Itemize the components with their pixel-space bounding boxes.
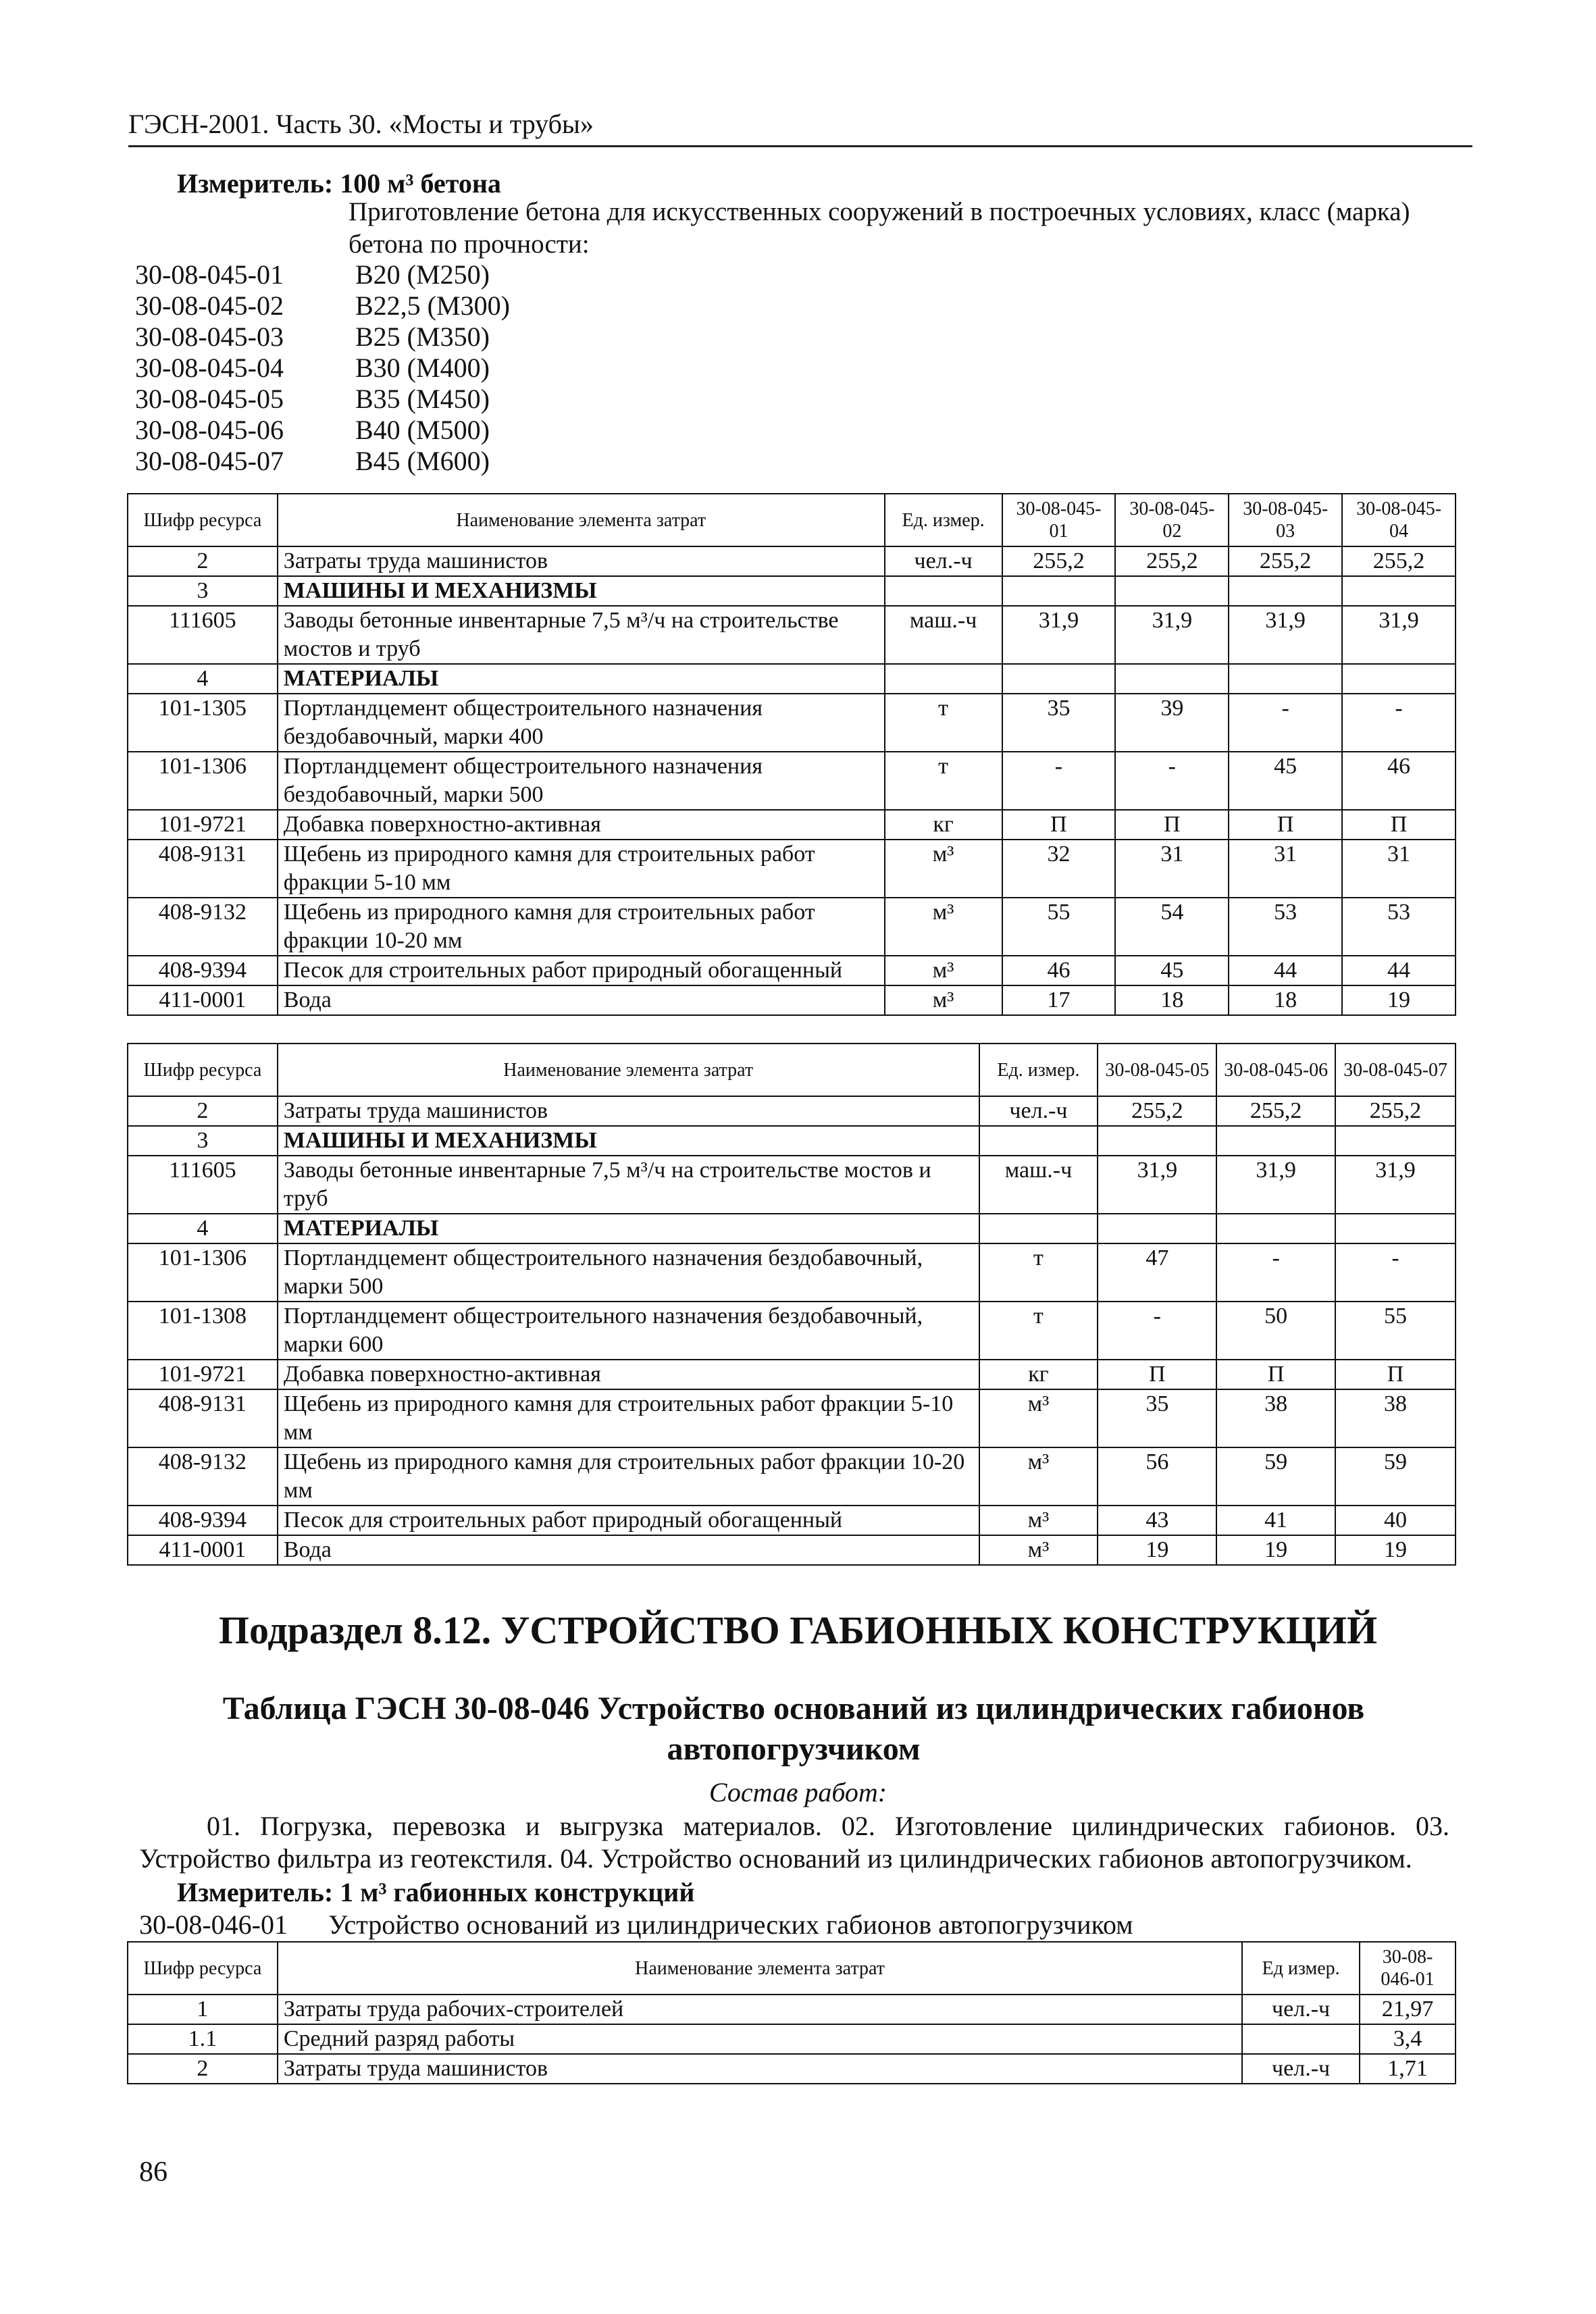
section-title: Подраздел 8.12. УСТРОЙСТВО ГАБИОННЫХ КОНСТРУКЦИЙ — [218, 1608, 1378, 1652]
norm-value: 50 — [1216, 1302, 1335, 1360]
norm-value: 255,2 — [1002, 546, 1116, 576]
norm-value: 59 — [1216, 1447, 1335, 1506]
norm-value: 19 — [1216, 1535, 1335, 1565]
header-unit: Ед. измер. — [979, 1044, 1098, 1096]
resource-code: 411-0001 — [128, 1535, 278, 1565]
norm-value: 44 — [1342, 956, 1456, 985]
norm-value: 31 — [1342, 840, 1456, 898]
table-row — [128, 576, 1456, 606]
norm-value — [1216, 1214, 1335, 1243]
cost-element-name: Песок для строительных работ природный обогащенный — [278, 956, 885, 985]
norm-value: 18 — [1115, 985, 1229, 1015]
header-cost-element: Наименование элемента затрат — [278, 494, 885, 546]
norm-value: 21,97 — [1360, 1995, 1456, 2024]
cost-table-1 — [127, 493, 1456, 1016]
grade-code: 30-08-045-01 — [135, 259, 284, 290]
intro-text: Приготовление бетона для искусственных сооружений в построечных условиях, класс (марка) бетона по прочности: — [349, 197, 1410, 259]
resource-code: 2 — [128, 2054, 278, 2084]
cost-element-name: Щебень из природного камня для строительных работ фракции 5-10 мм — [278, 840, 885, 898]
norm-value: 38 — [1216, 1389, 1335, 1447]
table-row — [128, 840, 1456, 898]
grade-code: 30-08-045-07 — [135, 446, 284, 476]
work-composition-label: Состав работ: — [709, 1777, 887, 1807]
norm-value: 46 — [1002, 956, 1116, 985]
norm-value — [1335, 1126, 1456, 1156]
header-unit: Ед измер. — [1242, 1942, 1360, 1995]
cost-element-name: Песок для строительных работ природный обогащенный — [278, 1506, 979, 1535]
norm-value: 17 — [1002, 985, 1116, 1015]
unit: кг — [885, 810, 1002, 840]
cost-element-name: МАТЕРИАЛЫ — [278, 1214, 979, 1243]
norm-value: 255,2 — [1335, 1096, 1456, 1126]
resource-code: 408-9131 — [128, 1389, 278, 1447]
unit: м³ — [979, 1389, 1098, 1447]
resource-code: 2 — [128, 1096, 278, 1126]
grade-code: 30-08-045-05 — [135, 384, 284, 414]
norm-value: 46 — [1342, 752, 1456, 810]
unit: маш.-ч — [885, 606, 1002, 664]
table-row — [128, 1243, 1456, 1302]
table-row — [128, 1506, 1456, 1535]
norm-value: 255,2 — [1098, 1096, 1216, 1126]
norm-value — [1002, 576, 1116, 606]
table-row — [128, 2024, 1456, 2054]
norm-value: П — [1002, 810, 1116, 840]
cost-element-name: Заводы бетонные инвентарные 7,5 м³/ч на строительстве мостов и труб — [278, 1156, 979, 1214]
unit: м³ — [885, 898, 1002, 956]
header-norm-code: 30-08-046-01 — [1360, 1942, 1456, 1995]
norm-value: - — [1229, 694, 1342, 752]
norm-value: 19 — [1098, 1535, 1216, 1565]
norm-value: 255,2 — [1115, 546, 1229, 576]
norm-value: 35 — [1098, 1389, 1216, 1447]
table-row — [128, 664, 1456, 694]
norm-value: 31 — [1115, 840, 1229, 898]
page-number: 86 — [139, 2157, 168, 2188]
table-row — [128, 1447, 1456, 1506]
norm-value: П — [1098, 1360, 1216, 1389]
norm-value: 43 — [1098, 1506, 1216, 1535]
cost-element-name: МАТЕРИАЛЫ — [278, 664, 885, 694]
grade-code: 30-08-045-03 — [135, 322, 284, 352]
table-row — [128, 1535, 1456, 1565]
norm-value: - — [1216, 1243, 1335, 1302]
cost-element-name: Вода — [278, 1535, 979, 1565]
header-norm-code: 30-08-045-01 — [1002, 494, 1116, 546]
norm-value: 41 — [1216, 1506, 1335, 1535]
table-row — [128, 546, 1456, 576]
norm-value: П — [1342, 810, 1456, 840]
norm-value — [1342, 576, 1456, 606]
cost-element-name: Портландцемент общестроительного назначения бездобавочный, марки 500 — [278, 1243, 979, 1302]
table-row — [128, 1302, 1456, 1360]
norm-value: П — [1115, 810, 1229, 840]
cost-element-name: Добавка поверхностно-активная — [278, 1360, 979, 1389]
grade-value: В30 (М400) — [355, 353, 490, 383]
norm-value: П — [1216, 1360, 1335, 1389]
cost-element-name: Вода — [278, 985, 885, 1015]
norm-value — [1229, 664, 1342, 694]
norm-value: 3,4 — [1360, 2024, 1456, 2054]
norm-value: 18 — [1229, 985, 1342, 1015]
resource-code: 101-9721 — [128, 810, 278, 840]
resource-code: 111605 — [128, 1156, 278, 1214]
norm-value: 53 — [1229, 898, 1342, 956]
resource-code: 101-1306 — [128, 752, 278, 810]
unit — [979, 1126, 1098, 1156]
header-norm-code: 30-08-045-03 — [1229, 494, 1342, 546]
cost-element-name: Щебень из природного камня для строительных работ фракции 10-20 мм — [278, 898, 885, 956]
grade-value: В20 (М250) — [355, 259, 490, 290]
cost-element-name: Портландцемент общестроительного назначения бездобавочный, марки 400 — [278, 694, 885, 752]
norm-value: 54 — [1115, 898, 1229, 956]
unit — [1242, 2024, 1360, 2054]
norm-value: П — [1335, 1360, 1456, 1389]
table-row — [128, 956, 1456, 985]
norm-value: 19 — [1342, 985, 1456, 1015]
cost-element-name: Затраты труда машинистов — [278, 546, 885, 576]
unit: т — [885, 694, 1002, 752]
norm-value: - — [1002, 752, 1116, 810]
norm-value: 31,9 — [1002, 606, 1116, 664]
header-resource-code: Шифр ресурса — [128, 494, 278, 546]
table-row — [128, 810, 1456, 840]
norm-value: 255,2 — [1342, 546, 1456, 576]
cost-element-name: Портландцемент общестроительного назначения бездобавочный, марки 600 — [278, 1302, 979, 1360]
norm-value — [1216, 1126, 1335, 1156]
norm-value: 1,71 — [1360, 2054, 1456, 2084]
norm-value — [1115, 576, 1229, 606]
table-row — [128, 1995, 1456, 2024]
norm-value: 44 — [1229, 956, 1342, 985]
norm-value: - — [1098, 1302, 1216, 1360]
header-norm-code: 30-08-045-05 — [1098, 1044, 1216, 1096]
grade-value: В35 (М450) — [355, 384, 490, 414]
resource-code: 411-0001 — [128, 985, 278, 1015]
cost-element-name: Добавка поверхностно-активная — [278, 810, 885, 840]
norm-value: - — [1335, 1243, 1456, 1302]
norm-value — [1002, 664, 1116, 694]
unit: м³ — [885, 840, 1002, 898]
cost-element-name: Затраты труда машинистов — [278, 1096, 979, 1126]
unit: т — [979, 1243, 1098, 1302]
resource-code: 101-1308 — [128, 1302, 278, 1360]
norm-value: 53 — [1342, 898, 1456, 956]
norm-value: 19 — [1335, 1535, 1456, 1565]
norm-value — [1335, 1214, 1456, 1243]
norm-value: 255,2 — [1229, 546, 1342, 576]
norm-value: П — [1229, 810, 1342, 840]
measure-unit-2: Измеритель: 1 м³ габионных конструкций — [177, 1877, 695, 1907]
cost-element-name: МАШИНЫ И МЕХАНИЗМЫ — [278, 1126, 979, 1156]
header-norm-code: 30-08-045-04 — [1342, 494, 1456, 546]
norm-value: 59 — [1335, 1447, 1456, 1506]
norm-value: 40 — [1335, 1506, 1456, 1535]
header-unit: Ед. измер. — [885, 494, 1002, 546]
cost-element-name: Затраты труда рабочих-строителей — [278, 1995, 1242, 2024]
table-row — [128, 1096, 1456, 1126]
norm-value — [1229, 576, 1342, 606]
resource-code: 408-9131 — [128, 840, 278, 898]
header-norm-code: 30-08-045-02 — [1115, 494, 1229, 546]
table-row — [128, 752, 1456, 810]
grade-value: В40 (М500) — [355, 415, 490, 445]
grade-code: 30-08-045-04 — [135, 353, 284, 383]
norm-value: 47 — [1098, 1243, 1216, 1302]
cost-element-name: Щебень из природного камня для строительных работ фракции 5-10 мм — [278, 1389, 979, 1447]
norm-value: 55 — [1002, 898, 1116, 956]
unit: т — [885, 752, 1002, 810]
cost-table-2 — [127, 1043, 1456, 1566]
unit: чел.-ч — [885, 546, 1002, 576]
table-row — [128, 1126, 1456, 1156]
table-row — [128, 898, 1456, 956]
norm-value: 32 — [1002, 840, 1116, 898]
header-resource-code: Шифр ресурса — [128, 1942, 278, 1995]
resource-code: 3 — [128, 576, 278, 606]
resource-code: 1 — [128, 1995, 278, 2024]
table-row — [128, 1214, 1456, 1243]
resource-code: 3 — [128, 1126, 278, 1156]
resource-code: 4 — [128, 664, 278, 694]
unit: м³ — [979, 1447, 1098, 1506]
table-row — [128, 1389, 1456, 1447]
running-header: ГЭСН-2001. Часть 30. «Мосты и трубы» — [128, 108, 1472, 147]
resource-code: 4 — [128, 1214, 278, 1243]
header-norm-code: 30-08-045-07 — [1335, 1044, 1456, 1096]
norm-value: 35 — [1002, 694, 1116, 752]
unit: м³ — [979, 1535, 1098, 1565]
table-row — [128, 1360, 1456, 1389]
header-cost-element: Наименование элемента затрат — [278, 1044, 979, 1096]
resource-code: 408-9394 — [128, 956, 278, 985]
norm-item — [139, 1909, 1133, 1940]
resource-code: 101-1305 — [128, 694, 278, 752]
norm-value — [1098, 1126, 1216, 1156]
table-row — [128, 1156, 1456, 1214]
table-row — [128, 694, 1456, 752]
cost-element-name: Портландцемент общестроительного назначения бездобавочный, марки 500 — [278, 752, 885, 810]
norm-value: 255,2 — [1216, 1096, 1335, 1126]
cost-element-name: Затраты труда машинистов — [278, 2054, 1242, 2084]
norm-value: 31,9 — [1115, 606, 1229, 664]
unit — [885, 664, 1002, 694]
norm-value — [1098, 1214, 1216, 1243]
grade-list — [135, 259, 743, 482]
resource-code: 101-1306 — [128, 1243, 278, 1302]
header-norm-code: 30-08-045-06 — [1216, 1044, 1335, 1096]
resource-code: 408-9394 — [128, 1506, 278, 1535]
grade-value: В22,5 (М300) — [355, 290, 510, 321]
unit: чел.-ч — [1242, 1995, 1360, 2024]
norm-value: - — [1342, 694, 1456, 752]
norm-value — [1342, 664, 1456, 694]
norm-item-name: Устройство оснований из цилиндрических габионов автопогрузчиком — [328, 1909, 1133, 1940]
unit: кг — [979, 1360, 1098, 1389]
measure-unit-1: Измеритель: 100 м³ бетона — [177, 168, 501, 199]
norm-value: 39 — [1115, 694, 1229, 752]
norm-value: 45 — [1115, 956, 1229, 985]
table-row — [128, 985, 1456, 1015]
resource-code: 1.1 — [128, 2024, 278, 2054]
grade-code: 30-08-045-06 — [135, 415, 284, 445]
unit: м³ — [885, 985, 1002, 1015]
unit: маш.-ч — [979, 1156, 1098, 1214]
grade-value: В25 (М350) — [355, 322, 490, 352]
norm-value: 55 — [1335, 1302, 1456, 1360]
resource-code: 111605 — [128, 606, 278, 664]
table-row — [128, 2054, 1456, 2084]
cost-element-name: Заводы бетонные инвентарные 7,5 м³/ч на строительстве мостов и труб — [278, 606, 885, 664]
unit: чел.-ч — [979, 1096, 1098, 1126]
table-title: Таблица ГЭСН 30-08-046 Устройство оснований из цилиндрических габионов автопогрузчиком — [222, 1691, 1365, 1767]
norm-value: 45 — [1229, 752, 1342, 810]
norm-value: 38 — [1335, 1389, 1456, 1447]
header-cost-element: Наименование элемента затрат — [278, 1942, 1242, 1995]
cost-element-name: Щебень из природного камня для строительных работ фракции 10-20 мм — [278, 1447, 979, 1506]
unit: чел.-ч — [1242, 2054, 1360, 2084]
norm-value: 56 — [1098, 1447, 1216, 1506]
norm-value: 31,9 — [1342, 606, 1456, 664]
norm-item-code: 30-08-046-01 — [139, 1909, 288, 1940]
norm-value: 31 — [1229, 840, 1342, 898]
resource-code: 408-9132 — [128, 898, 278, 956]
unit — [979, 1214, 1098, 1243]
cost-element-name: МАШИНЫ И МЕХАНИЗМЫ — [278, 576, 885, 606]
norm-value: 31,9 — [1335, 1156, 1456, 1214]
grade-code: 30-08-045-02 — [135, 290, 284, 321]
cost-element-name: Средний разряд работы — [278, 2024, 1242, 2054]
unit: т — [979, 1302, 1098, 1360]
norm-value: 31,9 — [1098, 1156, 1216, 1214]
norm-value: 31,9 — [1216, 1156, 1335, 1214]
header-resource-code: Шифр ресурса — [128, 1044, 278, 1096]
norm-value: 31,9 — [1229, 606, 1342, 664]
norm-value: - — [1115, 752, 1229, 810]
unit — [885, 576, 1002, 606]
resource-code: 2 — [128, 546, 278, 576]
norm-value — [1115, 664, 1229, 694]
unit: м³ — [979, 1506, 1098, 1535]
work-composition-text: 01. Погрузка, перевозка и выгрузка материалов. 02. Изготовление цилиндрических габионов. 03. Устройство фильтра из геотекстиля. 04. Устройство оснований из цилиндрических габионов автопогрузчиком. — [139, 1811, 1449, 1874]
table-row — [128, 606, 1456, 664]
cost-table-3 — [127, 1941, 1456, 2084]
unit: м³ — [885, 956, 1002, 985]
resource-code: 408-9132 — [128, 1447, 278, 1506]
grade-value: В45 (М600) — [355, 446, 490, 476]
resource-code: 101-9721 — [128, 1360, 278, 1389]
